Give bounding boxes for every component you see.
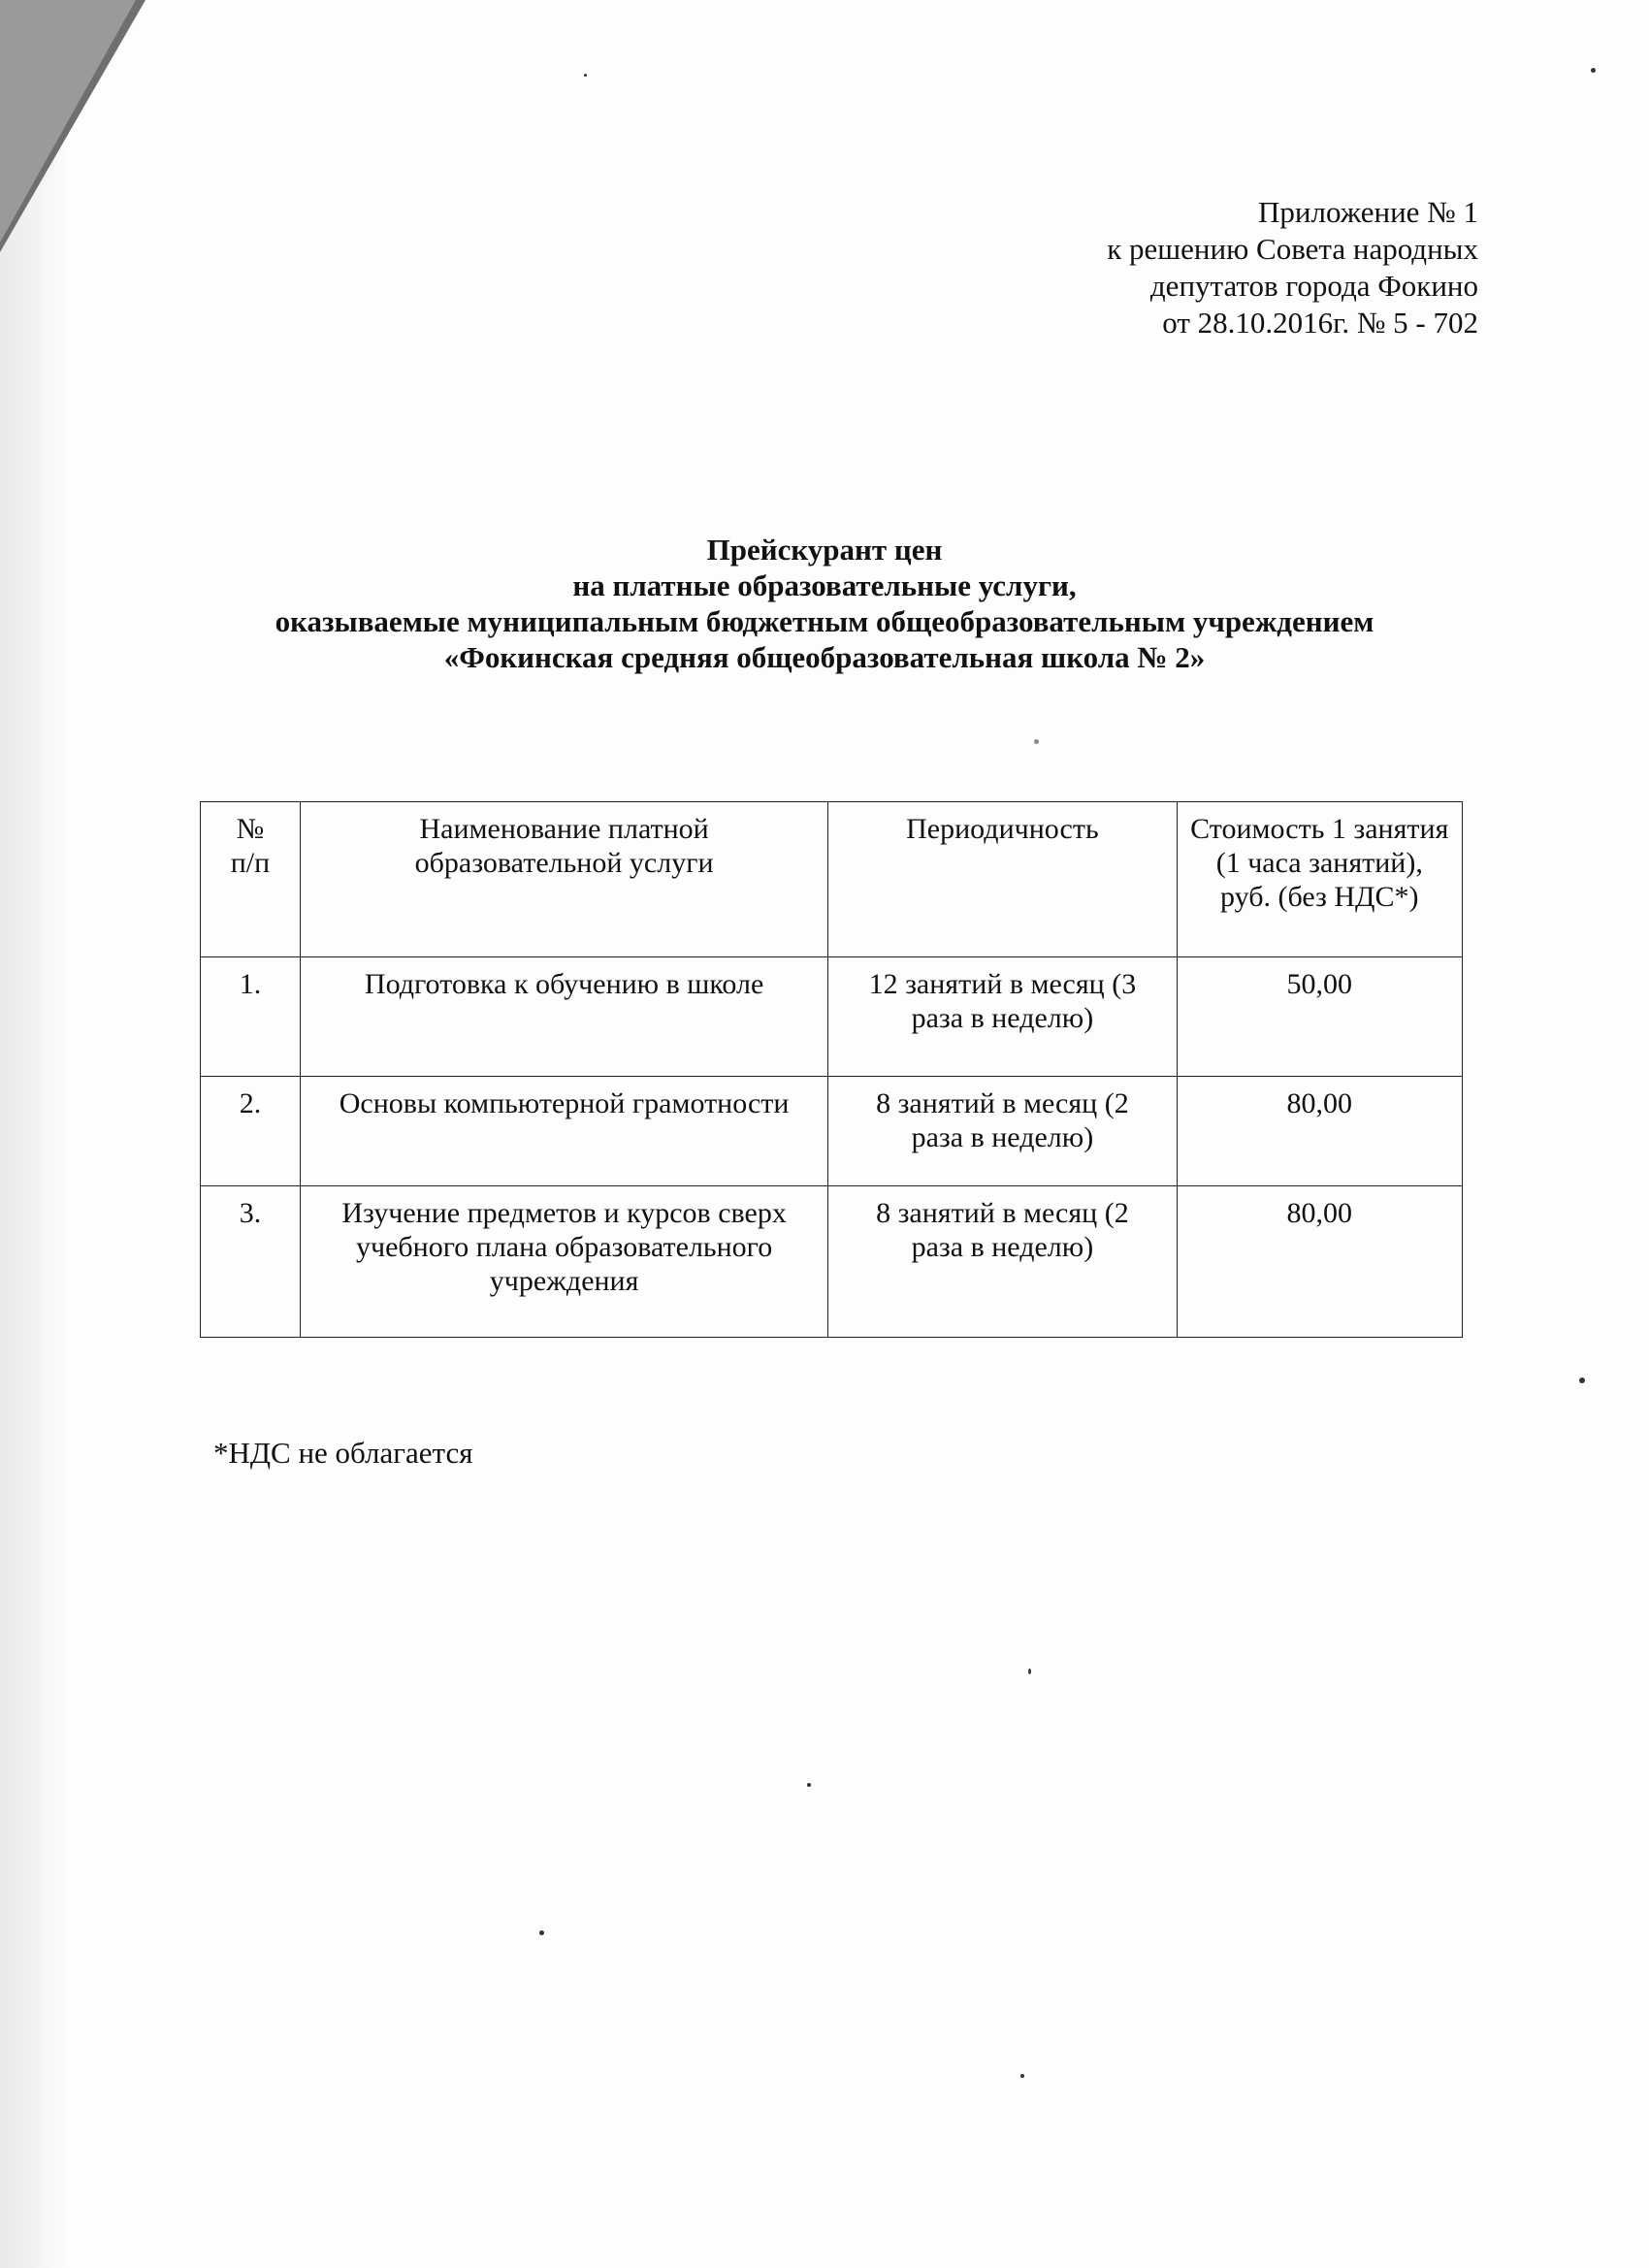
appendix-line-4: от 28.10.2016г. № 5 - 702 <box>1162 306 1478 340</box>
row-service-name <box>300 1186 827 1338</box>
service-name-line-2: учебного плана образовательного <box>355 1231 773 1263</box>
period-line-2: раза в неделю) <box>911 1231 1094 1263</box>
row-cost: 80,00 <box>1177 1186 1462 1338</box>
appendix-line-2: к решению Совета народных <box>1107 232 1478 266</box>
row-cost: 80,00 <box>1177 1077 1462 1186</box>
period-line-1: 8 занятий в месяц (2 <box>876 1087 1129 1119</box>
header-number-line-2: п/п <box>230 847 271 879</box>
appendix-reference <box>1107 194 1478 341</box>
scan-speck <box>1034 739 1039 744</box>
scan-speck <box>1028 1669 1031 1674</box>
header-service-name <box>300 802 827 957</box>
service-name-line-1: Подготовка к обучению в школе <box>364 968 764 1000</box>
service-name-line-1: Основы компьютерной грамотности <box>339 1087 790 1119</box>
title-line-2: на платные образовательные услуги, <box>572 568 1077 602</box>
row-number: 2. <box>201 1077 301 1186</box>
scan-speck <box>584 74 587 77</box>
scan-speck <box>539 1930 544 1935</box>
period-line-1: 12 занятий в месяц (3 <box>868 968 1137 1000</box>
row-service-name <box>300 957 827 1077</box>
period-line-2: раза в неделю) <box>911 1121 1094 1153</box>
header-cost-line-3: руб. (без НДС*) <box>1220 881 1419 913</box>
table-row <box>201 1186 1463 1338</box>
scan-speck <box>807 1783 811 1787</box>
header-cost-line-2: (1 часа занятий), <box>1215 847 1423 879</box>
header-name-line-2: образовательной услуги <box>414 847 714 879</box>
row-periodicity <box>828 957 1177 1077</box>
appendix-line-1: Приложение № 1 <box>1258 195 1478 229</box>
document-title <box>0 532 1649 675</box>
header-cost-line-1: Стоимость 1 занятия <box>1190 813 1449 845</box>
folded-corner-inner <box>0 0 136 243</box>
header-number <box>201 802 301 957</box>
service-name-line-1: Изучение предметов и курсов сверх <box>341 1197 787 1229</box>
period-line-2: раза в неделю) <box>911 1002 1094 1034</box>
period-line-1: 8 занятий в месяц (2 <box>876 1197 1129 1229</box>
row-cost: 50,00 <box>1177 957 1462 1077</box>
header-cost <box>1177 802 1462 957</box>
title-line-1: Прейскурант цен <box>706 533 943 567</box>
title-line-4: «Фокинская средняя общеобразовательная школа № 2» <box>443 640 1206 674</box>
service-name-line-3: учреждения <box>489 1265 639 1297</box>
header-number-line-1: № <box>236 813 265 845</box>
row-service-name <box>300 1077 827 1186</box>
row-number: 1. <box>201 957 301 1077</box>
table-row <box>201 957 1463 1077</box>
price-table <box>200 801 1463 1338</box>
table-header-row <box>201 802 1463 957</box>
appendix-line-3: депутатов города Фокино <box>1149 269 1478 303</box>
scan-edge-shadow <box>0 0 64 2268</box>
title-line-3: оказываемые муниципальным бюджетным общеобразовательным учреждением <box>275 604 1374 638</box>
scan-speck <box>1579 1377 1585 1383</box>
row-number: 3. <box>201 1186 301 1338</box>
scan-speck <box>1020 2074 1024 2078</box>
header-period-text: Периодичность <box>906 813 1099 845</box>
footnote: *НДС не облагается <box>213 1436 473 1470</box>
scan-speck <box>1591 68 1596 73</box>
header-name-line-1: Наименование платной <box>419 813 709 845</box>
table-row <box>201 1077 1463 1186</box>
header-periodicity <box>828 802 1177 957</box>
row-periodicity <box>828 1077 1177 1186</box>
row-periodicity <box>828 1186 1177 1338</box>
